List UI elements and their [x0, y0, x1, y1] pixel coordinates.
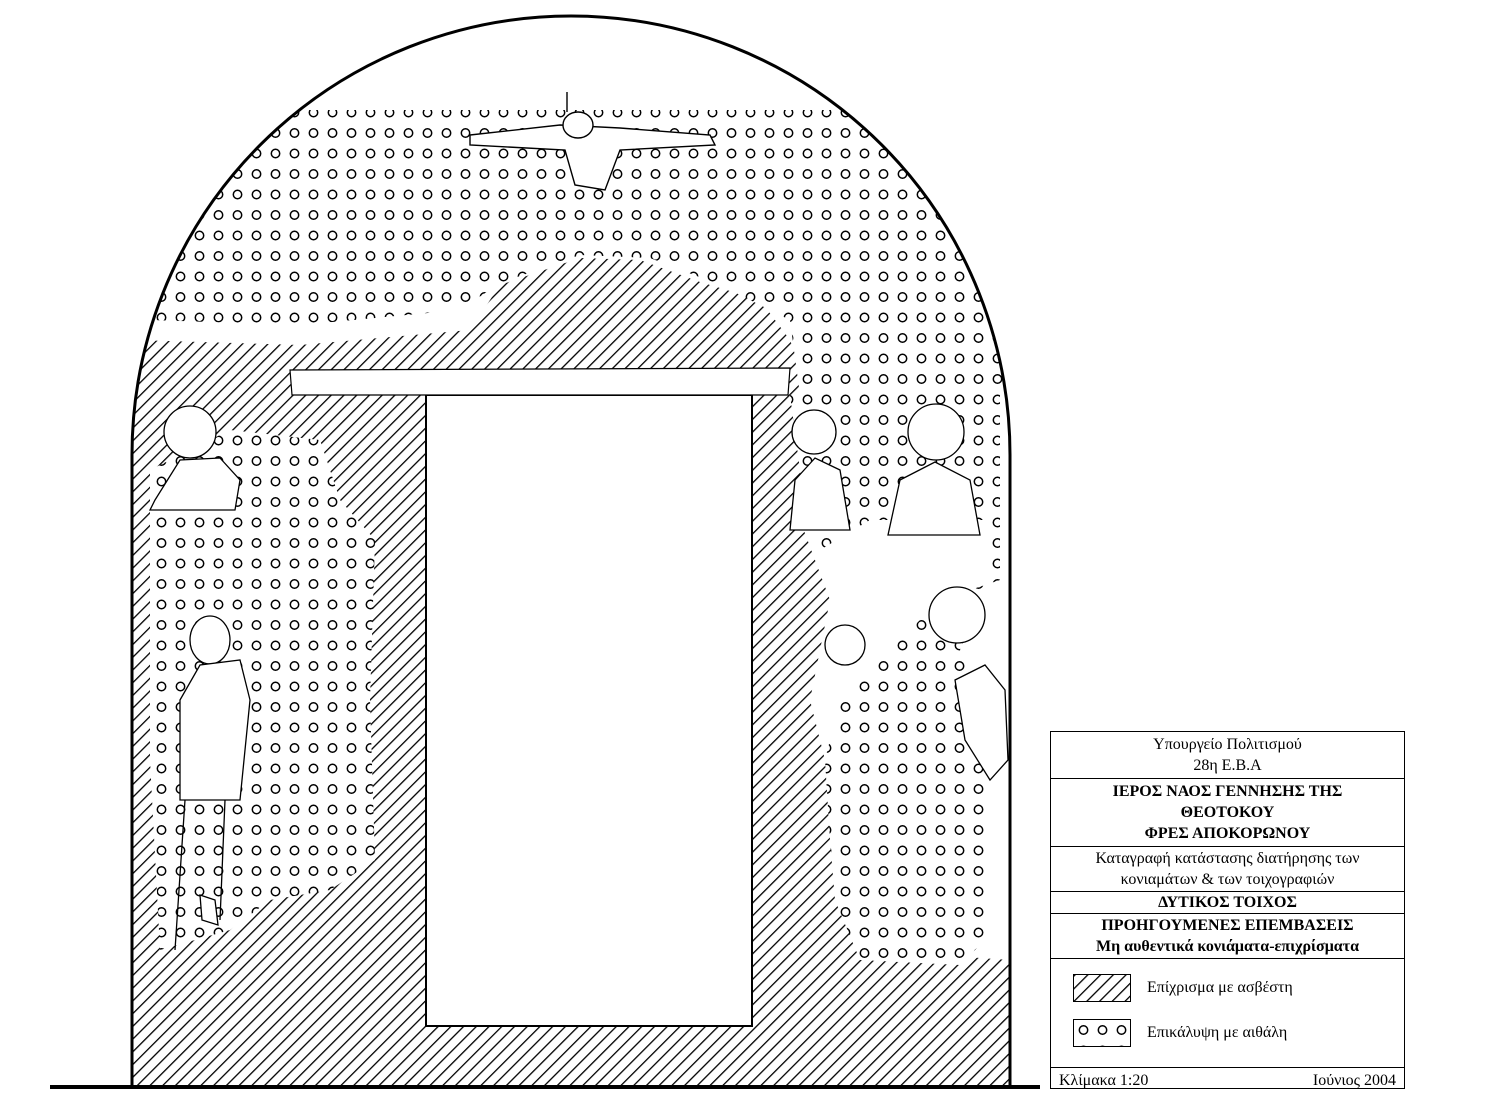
section-row — [1051, 914, 1404, 959]
legend — [1051, 959, 1404, 1068]
title-block — [1050, 731, 1405, 1089]
church-name-line1: ΙΕΡΟΣ ΝΑΟΣ ΓΕΝΝΗΣΗΣ ΤΗΣ — [1112, 783, 1343, 800]
hatch-swatch-icon — [1073, 974, 1131, 1002]
ephorate-text: 28η Ε.Β.Α — [1193, 757, 1262, 774]
wall-name: ΔΥΤΙΚΟΣ ΤΟΙΧΟΣ — [1158, 894, 1297, 911]
footer-row — [1051, 1068, 1404, 1093]
ministry-text: Υπουργείο Πολιτισμού — [1153, 736, 1302, 753]
lintel — [290, 368, 790, 395]
subject-row — [1051, 847, 1404, 892]
subject-line1: Καταγραφή κατάστασης διατήρησης των — [1095, 850, 1360, 867]
legend-item-dots — [1073, 1019, 1287, 1047]
church-name-line2: ΘΕΟΤΟΚΟΥ — [1180, 804, 1275, 821]
legend-label-dots: Επικάλυψη με αιθάλη — [1147, 1024, 1288, 1041]
window-opening — [426, 395, 752, 1026]
section-subtitle: Μη αυθεντικά κονιάματα-επιχρίσματα — [1095, 938, 1360, 955]
legend-label-hatch: Επίχρισμα με ασβέστη — [1147, 979, 1293, 996]
scale-text: Κλίμακα 1:20 — [1059, 1072, 1149, 1089]
section-title: ΠΡΟΗΓΟΥΜΕΝΕΣ ΕΠΕΜΒΑΣΕΙΣ — [1101, 917, 1354, 934]
church-name-line3: ΦΡΕΣ ΑΠΟΚΟΡΩΝΟΥ — [1144, 825, 1311, 842]
legend-item-hatch — [1073, 974, 1293, 1002]
ministry-row — [1051, 732, 1404, 779]
date-text: Ιούνιος 2004 — [1312, 1072, 1396, 1089]
subject-line2: κονιαμάτων & των τοιχογραφιών — [1120, 871, 1335, 888]
dots-swatch-icon — [1073, 1019, 1131, 1047]
church-row — [1051, 779, 1404, 847]
wall-row — [1051, 892, 1404, 914]
